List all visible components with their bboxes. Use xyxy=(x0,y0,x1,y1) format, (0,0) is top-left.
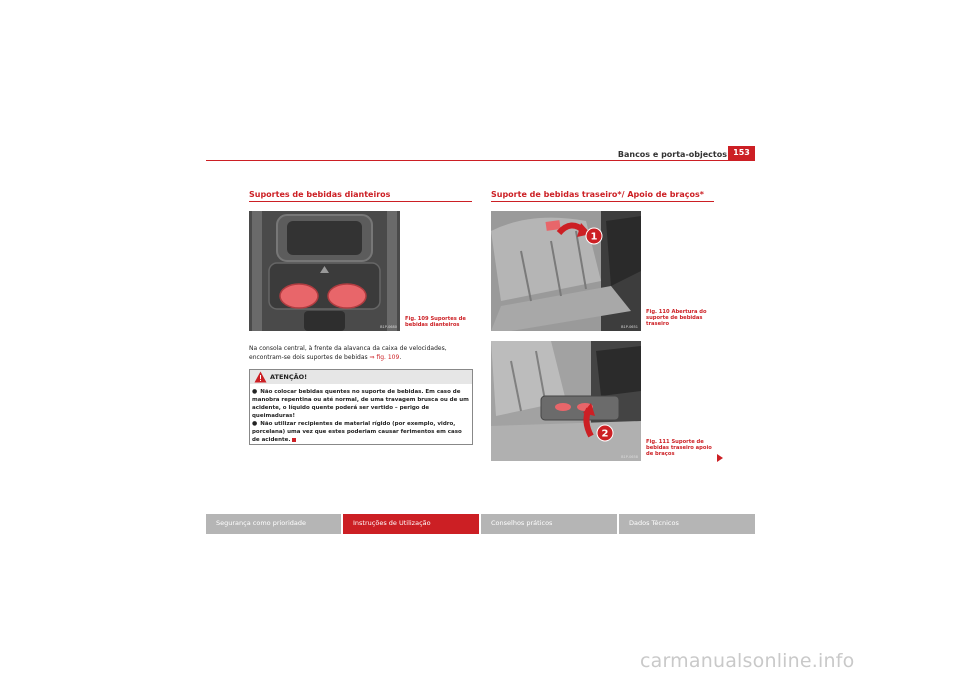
figure-code: B1P-0658 xyxy=(621,455,638,459)
callout-number: 2 xyxy=(601,428,609,440)
warning-list xyxy=(252,388,470,444)
front-cupholders-paragraph xyxy=(249,345,475,362)
figure-code: B1P-0651 xyxy=(621,325,638,329)
figure-reference-link[interactable]: ⇒ fig. 109 xyxy=(369,353,400,361)
section-end-icon xyxy=(292,438,296,442)
warning-item-text: Não utilizar recipientes de material rígido (por exemplo, vidro, porcelana) uma vez que estes poderiam causar ferimentos em caso de acidente. xyxy=(252,421,462,443)
warning-item xyxy=(252,388,470,420)
footer-tab-technical-data[interactable]: Dados Técnicos xyxy=(619,514,755,534)
footer-tab-operating-instructions[interactable]: Instruções de Utilização xyxy=(343,514,479,534)
front-console-illustration xyxy=(249,211,400,331)
warning-title: ATENÇÃO! xyxy=(270,373,308,381)
figure-code: B1P-0680 xyxy=(380,325,397,329)
page-header-title: Bancos e porta-objectos xyxy=(617,150,727,159)
paragraph-end: . xyxy=(399,353,402,361)
warning-item-text: Não colocar bebidas quentes no suporte de bebidas. Em caso de manobra repentina ou até normal, de uma travagem brusca ou de um acidente, o líquido quente poderá ser vertido – perigo de queimaduras! xyxy=(252,389,469,419)
rear-seat-illustration xyxy=(491,211,641,331)
bullet-icon: ● xyxy=(252,420,258,427)
bullet-icon: ● xyxy=(252,388,258,395)
section-heading-rule xyxy=(491,201,714,202)
figure-caption-109: Fig. 109 Suportes de bebidas dianteiros xyxy=(405,316,466,328)
callout-number: 1 xyxy=(590,231,598,243)
paragraph-text: Na consola central, à frente da alavanca da caixa de velocidades, encontram-se dois suportes de bebidas xyxy=(249,345,447,361)
footer-tab-practical-tips[interactable]: Conselhos práticos xyxy=(481,514,617,534)
rear-armrest-illustration xyxy=(491,341,641,461)
figure-caption-110: Fig. 110 Abertura do suporte de bebidas traseiro xyxy=(646,309,707,327)
warning-triangle-icon xyxy=(254,371,267,383)
header-divider xyxy=(206,160,755,161)
warning-header xyxy=(250,370,472,384)
figure-front-cupholders xyxy=(249,211,400,331)
warning-item xyxy=(252,420,470,444)
section-heading-front-cupholders: Suportes de bebidas dianteiros xyxy=(249,190,391,199)
footer-tab-safety[interactable]: Segurança como prioridade xyxy=(206,514,341,534)
section-heading-rule xyxy=(249,201,472,202)
section-heading-rear-cupholder: Suporte de bebidas traseiro*/ Apoio de braços* xyxy=(491,190,704,199)
figure-caption-111: Fig. 111 Suporte de bebidas traseiro apoio de braços xyxy=(646,439,712,457)
figure-rear-cupholder-opening xyxy=(491,211,641,331)
page-number-badge: 153 xyxy=(728,146,755,160)
continue-arrow-icon xyxy=(717,454,723,462)
site-watermark: carmanualsonline.info xyxy=(640,650,855,672)
figure-rear-armrest-cupholder xyxy=(491,341,641,461)
